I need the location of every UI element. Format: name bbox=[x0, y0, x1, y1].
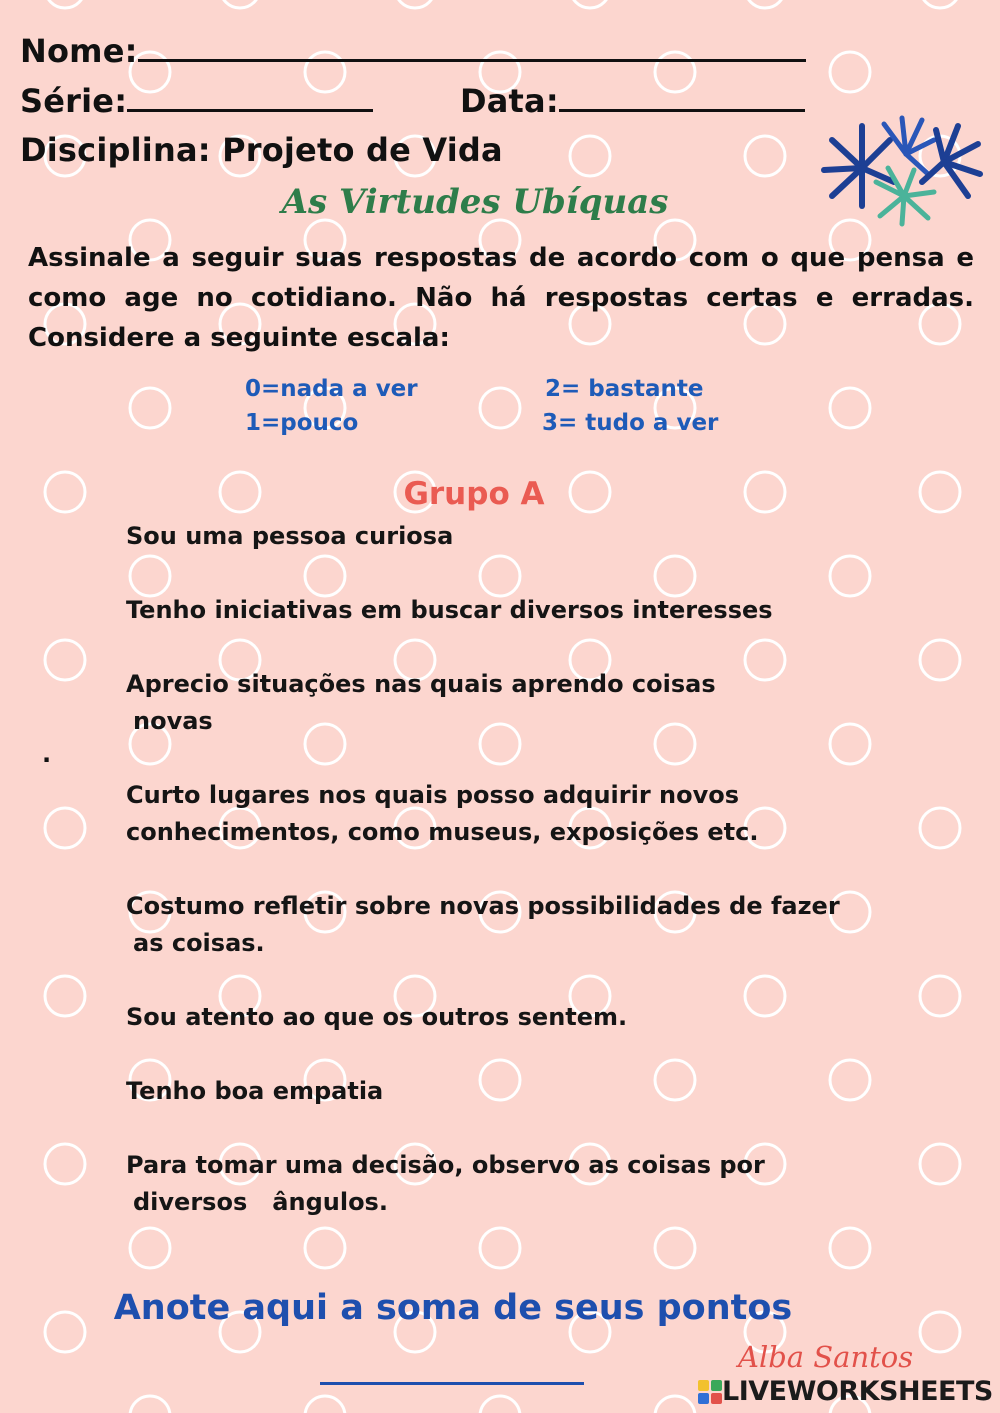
scale-option-0: 0=nada a ver bbox=[245, 376, 418, 402]
background-circle bbox=[305, 1228, 345, 1268]
instructions-paragraph: Assinale a seguir suas respostas de acordo com o que pensa e como age no cotidiano. Não há respostas certas e erradas. Considere a seguinte escala: bbox=[28, 243, 974, 353]
statement-text-continued: novas bbox=[133, 707, 213, 735]
statement-text-continued: as coisas. bbox=[133, 929, 265, 957]
background-circle bbox=[45, 640, 85, 680]
statement-text: Para tomar uma decisão, observo as coisas por bbox=[126, 1151, 765, 1179]
sum-prompt: Anote aqui a soma de seus pontos bbox=[113, 1288, 793, 1328]
statement-item[interactable] bbox=[126, 592, 886, 629]
background-circle bbox=[220, 0, 260, 8]
background-circle bbox=[920, 1144, 960, 1184]
scale-option-1: 1=pouco bbox=[245, 410, 359, 436]
statement-text-continued: diversos ângulos. bbox=[133, 1188, 388, 1216]
worksheet-subtitle: As Virtudes Ubíquas bbox=[281, 182, 669, 222]
background-circle bbox=[305, 1396, 345, 1413]
statement-text: Tenho boa empatia bbox=[126, 1077, 384, 1105]
background-circle bbox=[130, 1396, 170, 1413]
background-circle bbox=[920, 1312, 960, 1352]
liveworksheets-logo[interactable] bbox=[698, 1376, 993, 1407]
background-circle bbox=[45, 0, 85, 8]
group-title: Grupo A bbox=[403, 476, 545, 512]
background-circle bbox=[480, 556, 520, 596]
background-circle bbox=[480, 388, 520, 428]
background-circle bbox=[395, 0, 435, 8]
serie-field[interactable] bbox=[20, 82, 373, 120]
name-label: Nome: bbox=[20, 32, 138, 70]
liveworksheets-icon bbox=[698, 1380, 722, 1404]
scale-option-3: 3= tudo a ver bbox=[542, 410, 719, 436]
date-blank-line[interactable] bbox=[559, 85, 805, 112]
background-circle bbox=[130, 388, 170, 428]
background-circle bbox=[130, 556, 170, 596]
stray-mark: . bbox=[42, 740, 52, 768]
statement-text: Costumo refletir sobre novas possibilidades de fazer bbox=[126, 892, 840, 920]
background-circle bbox=[920, 640, 960, 680]
background-circle bbox=[830, 388, 870, 428]
name-blank-line[interactable] bbox=[138, 35, 806, 62]
background-circle bbox=[830, 556, 870, 596]
statement-item[interactable] bbox=[126, 1073, 886, 1110]
statement-item[interactable] bbox=[126, 666, 886, 740]
background-circle bbox=[480, 1396, 520, 1413]
background-circle bbox=[655, 1396, 695, 1413]
background-circle bbox=[45, 808, 85, 848]
statement-text: Sou atento ao que os outros sentem. bbox=[126, 1003, 628, 1031]
background-circle bbox=[745, 136, 785, 176]
sum-answer-line[interactable] bbox=[320, 1382, 584, 1385]
statement-text: Aprecio situações nas quais aprendo coisas bbox=[126, 670, 716, 698]
statement-item[interactable] bbox=[126, 888, 886, 962]
statement-item[interactable] bbox=[126, 999, 886, 1036]
name-field[interactable] bbox=[20, 32, 806, 70]
statement-item[interactable] bbox=[126, 777, 886, 851]
background-circle bbox=[920, 808, 960, 848]
scale-option-2: 2= bastante bbox=[545, 376, 704, 402]
statement-text: Curto lugares nos quais posso adquirir novos bbox=[126, 781, 740, 809]
background-circle bbox=[570, 0, 610, 8]
background-circle bbox=[655, 1228, 695, 1268]
serie-blank-line[interactable] bbox=[127, 85, 373, 112]
background-circle bbox=[745, 0, 785, 8]
statement-text-continued: conhecimentos, como museus, exposições etc. bbox=[126, 818, 759, 846]
statement-item[interactable] bbox=[126, 518, 886, 555]
author-signature: Alba Santos bbox=[738, 1340, 914, 1374]
background-circle bbox=[655, 556, 695, 596]
background-circle bbox=[305, 556, 345, 596]
date-field[interactable] bbox=[460, 82, 805, 120]
background-circle bbox=[45, 1144, 85, 1184]
statement-text: Tenho iniciativas em buscar diversos interesses bbox=[126, 596, 773, 624]
liveworksheets-wordmark: LIVEWORKSHEETS bbox=[722, 1376, 993, 1407]
statement-text: Sou uma pessoa curiosa bbox=[126, 522, 454, 550]
background-circle bbox=[920, 0, 960, 8]
background-circle bbox=[130, 1228, 170, 1268]
serie-label: Série: bbox=[20, 82, 128, 120]
discipline-label: Disciplina: Projeto de Vida bbox=[20, 131, 503, 169]
background-circle bbox=[830, 1228, 870, 1268]
background-circle bbox=[570, 136, 610, 176]
background-circle bbox=[45, 976, 85, 1016]
background-circle bbox=[830, 52, 870, 92]
background-circle bbox=[480, 1228, 520, 1268]
statement-item[interactable] bbox=[126, 1147, 886, 1221]
date-label: Data: bbox=[460, 82, 559, 120]
background-circle bbox=[920, 976, 960, 1016]
